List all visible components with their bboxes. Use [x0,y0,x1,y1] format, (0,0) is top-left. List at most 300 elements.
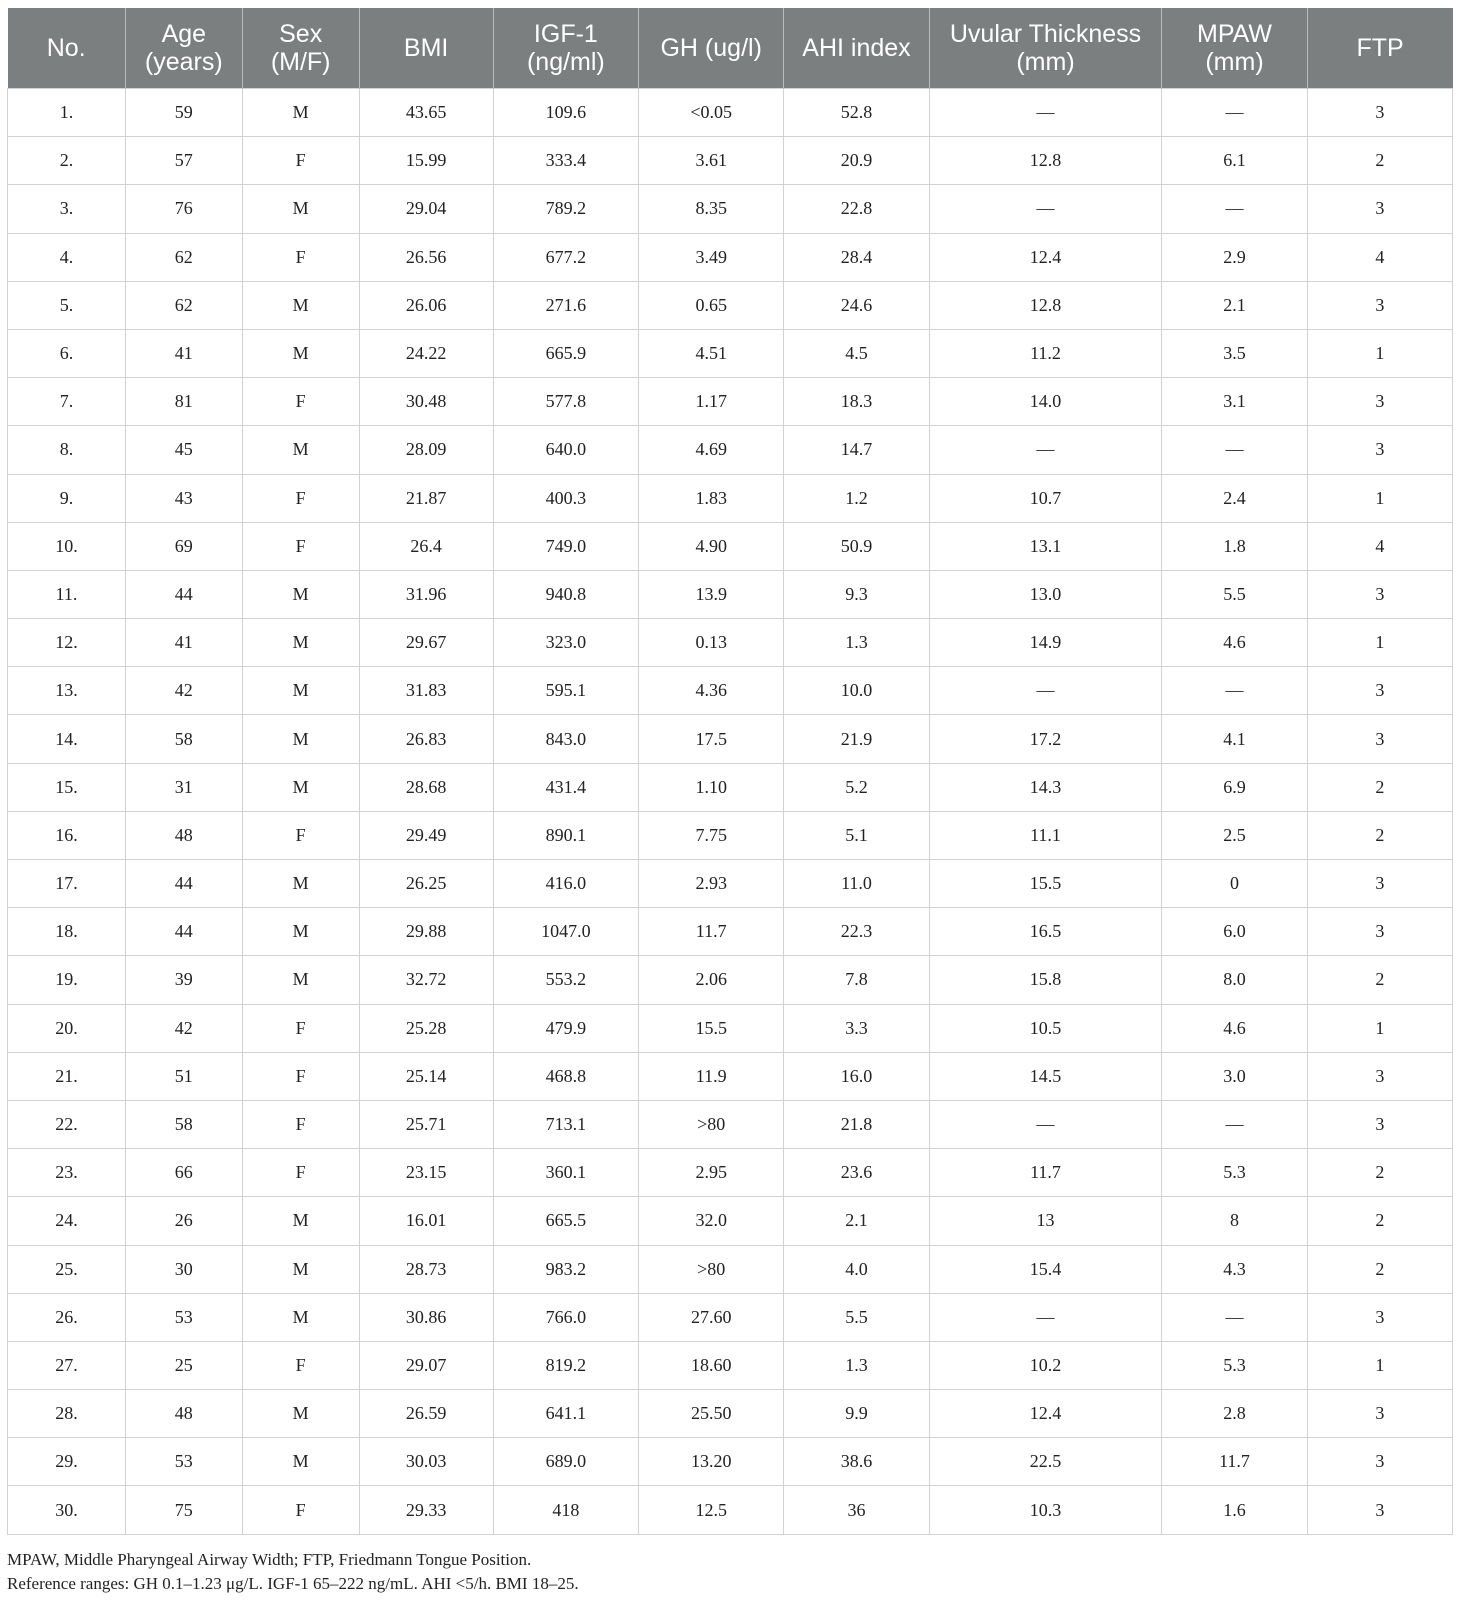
table-cell: 11.7 [929,1149,1162,1197]
table-cell: 14. [8,715,126,763]
table-cell: 25.14 [359,1052,493,1100]
table-cell: 4.1 [1162,715,1307,763]
column-header-text: Age [161,20,207,48]
table-cell: M [242,185,359,233]
table-cell: 27. [8,1341,126,1389]
table-cell: 11.1 [929,811,1162,859]
table-cell: 2.93 [639,860,784,908]
table-cell: 43.65 [359,89,493,137]
table-row [8,763,1453,811]
table-cell: 4.51 [639,329,784,377]
table-cell: 2.4 [1162,474,1307,522]
table-cell: — [1162,667,1307,715]
table-cell: M [242,860,359,908]
table-row [8,570,1453,618]
table-cell: 16.01 [359,1197,493,1245]
table-row [8,1486,1453,1534]
table-row [8,1438,1453,1486]
column-header-text: FTP [1356,34,1404,62]
header-row [8,8,1453,89]
table-cell: 3.5 [1162,329,1307,377]
table-cell: 400.3 [493,474,638,522]
table-cell: 17. [8,860,126,908]
table-cell: 15.8 [929,956,1162,1004]
table-cell: 59 [125,89,242,137]
table-cell: 75 [125,1486,242,1534]
table-cell: 11.9 [639,1052,784,1100]
table-row [8,1052,1453,1100]
table-cell: 24.6 [784,281,929,329]
table-cell: 20.9 [784,137,929,185]
table-cell: 4.69 [639,426,784,474]
column-header [929,8,1162,89]
table-cell: F [242,522,359,570]
table-cell: 2 [1307,763,1452,811]
table-cell: 7.75 [639,811,784,859]
table-cell: 4.6 [1162,619,1307,667]
table-cell: 26.06 [359,281,493,329]
table-cell: — [929,1100,1162,1148]
table-cell: 31 [125,763,242,811]
table-cell: 4 [1307,233,1452,281]
table-cell: 38.6 [784,1438,929,1486]
table-cell: 2.5 [1162,811,1307,859]
table-cell: 3 [1307,378,1452,426]
table-row [8,426,1453,474]
table-cell: 13.20 [639,1438,784,1486]
table-cell: 16. [8,811,126,859]
table-cell: 1.83 [639,474,784,522]
table-cell: 29. [8,1438,126,1486]
table-cell: 17.2 [929,715,1162,763]
table-cell: 25.50 [639,1390,784,1438]
table-cell: 323.0 [493,619,638,667]
table-cell: 28. [8,1390,126,1438]
table-cell: 12.4 [929,1390,1162,1438]
table-cell: 2.95 [639,1149,784,1197]
table-body [8,89,1453,1535]
column-header-text: (mm) [1016,48,1075,76]
table-cell: 12.5 [639,1486,784,1534]
table-cell: M [242,1245,359,1293]
table-cell: 10.2 [929,1341,1162,1389]
table-cell: F [242,137,359,185]
table-cell: 9.3 [784,570,929,618]
table-cell: 4 [1307,522,1452,570]
table-cell: 62 [125,281,242,329]
column-header [493,8,638,89]
table-cell: 53 [125,1438,242,1486]
table-cell: — [1162,1293,1307,1341]
table-cell: 2.1 [1162,281,1307,329]
table-cell: 30 [125,1245,242,1293]
table-cell: 2 [1307,1245,1452,1293]
table-cell: 58 [125,715,242,763]
table-cell: 12.4 [929,233,1162,281]
table-cell: 641.1 [493,1390,638,1438]
table-row [8,233,1453,281]
table-cell: 2.8 [1162,1390,1307,1438]
table-cell: 25. [8,1245,126,1293]
table-cell: 81 [125,378,242,426]
table-cell: 48 [125,1390,242,1438]
table-cell: 3 [1307,1486,1452,1534]
table-cell: 665.5 [493,1197,638,1245]
table-cell: 1 [1307,1341,1452,1389]
table-cell: 1 [1307,329,1452,377]
table-cell: F [242,1149,359,1197]
table-cell: 12.8 [929,137,1162,185]
table-cell: 640.0 [493,426,638,474]
table-cell: 3.1 [1162,378,1307,426]
table-row [8,89,1453,137]
table-cell: 22. [8,1100,126,1148]
table-cell: 28.73 [359,1245,493,1293]
table-cell: 333.4 [493,137,638,185]
table-cell: 13 [929,1197,1162,1245]
table-cell: 3 [1307,860,1452,908]
table-cell: 766.0 [493,1293,638,1341]
table-cell: 10. [8,522,126,570]
table-cell: 11.2 [929,329,1162,377]
table-row [8,1149,1453,1197]
table-cell: 30.86 [359,1293,493,1341]
table-cell: 10.3 [929,1486,1162,1534]
table-cell: M [242,715,359,763]
table-cell: 26.25 [359,860,493,908]
table-cell: 713.1 [493,1100,638,1148]
table-cell: 29.49 [359,811,493,859]
table-row [8,956,1453,1004]
table-row [8,185,1453,233]
table-cell: 983.2 [493,1245,638,1293]
table-cell: 30. [8,1486,126,1534]
table-cell: 0.13 [639,619,784,667]
table-cell: M [242,763,359,811]
table-cell: 5.1 [784,811,929,859]
table-cell: 418 [493,1486,638,1534]
table-cell: 50.9 [784,522,929,570]
table-cell: 44 [125,908,242,956]
table-cell: F [242,1004,359,1052]
table-cell: 29.67 [359,619,493,667]
table-row [8,1197,1453,1245]
table-cell: 2 [1307,137,1452,185]
table-cell: 3 [1307,667,1452,715]
table-cell: 25.71 [359,1100,493,1148]
table-cell: <0.05 [639,89,784,137]
table-cell: 29.07 [359,1341,493,1389]
table-cell: 53 [125,1293,242,1341]
table-cell: 1. [8,89,126,137]
table-row [8,860,1453,908]
table-cell: 1.3 [784,619,929,667]
table-cell: 360.1 [493,1149,638,1197]
column-header [8,8,126,89]
footnote-abbreviations: MPAW, Middle Pharyngeal Airway Width; FTP, Friedmann Tongue Position. [7,1550,532,1569]
table-cell: 15.5 [639,1004,784,1052]
table-cell: 62 [125,233,242,281]
table-cell: 26.83 [359,715,493,763]
column-header [125,8,242,89]
table-row [8,281,1453,329]
table-cell: 677.2 [493,233,638,281]
column-header [784,8,929,89]
table-cell: 31.83 [359,667,493,715]
table-cell: 14.9 [929,619,1162,667]
table-cell: 1 [1307,1004,1452,1052]
table-cell: 30.48 [359,378,493,426]
table-cell: 3 [1307,908,1452,956]
table-cell: 9.9 [784,1390,929,1438]
table-cell: 41 [125,619,242,667]
table-cell: 17.5 [639,715,784,763]
table-cell: 43 [125,474,242,522]
table-cell: 4.90 [639,522,784,570]
table-cell: — [1162,89,1307,137]
table-cell: 10.0 [784,667,929,715]
table-cell: 8. [8,426,126,474]
table-cell: 15.99 [359,137,493,185]
table-cell: 479.9 [493,1004,638,1052]
table-cell: 52.8 [784,89,929,137]
patient-data-table [7,8,1453,1535]
table-cell: 23. [8,1149,126,1197]
table-row [8,1293,1453,1341]
table-cell: F [242,1486,359,1534]
table-cell: 4.3 [1162,1245,1307,1293]
table-row [8,908,1453,956]
table-cell: 16.5 [929,908,1162,956]
table-cell: 1047.0 [493,908,638,956]
table-cell: 4.36 [639,667,784,715]
table-cell: 6.9 [1162,763,1307,811]
data-table-container [7,8,1453,1535]
table-cell: 789.2 [493,185,638,233]
table-cell: 25 [125,1341,242,1389]
table-cell: 26.56 [359,233,493,281]
table-cell: 3.61 [639,137,784,185]
table-cell: 44 [125,570,242,618]
table-cell: 15.5 [929,860,1162,908]
table-cell: — [1162,1100,1307,1148]
table-cell: 2. [8,137,126,185]
table-cell: 689.0 [493,1438,638,1486]
table-cell: — [929,426,1162,474]
table-cell: >80 [639,1100,784,1148]
table-cell: 15.4 [929,1245,1162,1293]
table-cell: 45 [125,426,242,474]
table-cell: 24. [8,1197,126,1245]
table-cell: 24.22 [359,329,493,377]
table-row [8,1341,1453,1389]
table-cell: 3. [8,185,126,233]
table-cell: — [929,667,1162,715]
table-cell: — [929,89,1162,137]
table-cell: 42 [125,1004,242,1052]
table-row [8,1390,1453,1438]
table-cell: 18.60 [639,1341,784,1389]
table-cell: 14.5 [929,1052,1162,1100]
table-cell: 14.0 [929,378,1162,426]
table-cell: 69 [125,522,242,570]
column-header-text: Sex [279,20,323,48]
table-cell: 3 [1307,715,1452,763]
table-cell: 51 [125,1052,242,1100]
table-cell: 22.3 [784,908,929,956]
table-cell: 3.0 [1162,1052,1307,1100]
table-cell: M [242,89,359,137]
table-cell: 57 [125,137,242,185]
table-cell: 26 [125,1197,242,1245]
table-cell: 2 [1307,1149,1452,1197]
table-cell: 39 [125,956,242,1004]
table-cell: 18. [8,908,126,956]
column-header [1162,8,1307,89]
table-cell: 890.1 [493,811,638,859]
table-cell: 11.0 [784,860,929,908]
table-cell: 12. [8,619,126,667]
table-cell: 16.0 [784,1052,929,1100]
column-header [242,8,359,89]
table-cell: 11. [8,570,126,618]
table-cell: 0.65 [639,281,784,329]
table-cell: 2 [1307,811,1452,859]
table-cell: 3 [1307,426,1452,474]
table-cell: 22.8 [784,185,929,233]
table-cell: 3 [1307,281,1452,329]
table-row [8,1245,1453,1293]
table-cell: 11.7 [1162,1438,1307,1486]
table-cell: 26. [8,1293,126,1341]
table-cell: 4. [8,233,126,281]
table-cell: 3 [1307,89,1452,137]
table-cell: 4.6 [1162,1004,1307,1052]
table-cell: 76 [125,185,242,233]
table-cell: 27.60 [639,1293,784,1341]
table-cell: 1 [1307,619,1452,667]
table-cell: 44 [125,860,242,908]
table-row [8,474,1453,522]
table-cell: 109.6 [493,89,638,137]
table-cell: 3.49 [639,233,784,281]
table-cell: 28.09 [359,426,493,474]
table-cell: M [242,1293,359,1341]
column-header-text: No. [46,34,86,62]
table-cell: 25.28 [359,1004,493,1052]
table-cell: 3 [1307,1052,1452,1100]
table-cell: 0 [1162,860,1307,908]
table-cell: F [242,1341,359,1389]
table-cell: 843.0 [493,715,638,763]
column-header [639,8,784,89]
table-cell: F [242,1052,359,1100]
table-cell: 5.5 [784,1293,929,1341]
table-cell: 21.87 [359,474,493,522]
table-cell: 5.3 [1162,1341,1307,1389]
table-cell: 41 [125,329,242,377]
table-cell: 13.1 [929,522,1162,570]
table-cell: 18.3 [784,378,929,426]
table-cell: 21.9 [784,715,929,763]
table-cell: 29.33 [359,1486,493,1534]
table-cell: 1.3 [784,1341,929,1389]
table-cell: — [929,185,1162,233]
table-cell: 26.4 [359,522,493,570]
table-cell: 2.06 [639,956,784,1004]
column-header [359,8,493,89]
table-cell: F [242,474,359,522]
table-cell: — [1162,426,1307,474]
table-cell: 10.5 [929,1004,1162,1052]
column-header-text: (M/F) [270,48,331,76]
table-cell: 15. [8,763,126,811]
column-header [1307,8,1452,89]
column-header-text: (years) [144,48,223,76]
table-cell: 3 [1307,1438,1452,1486]
table-cell: 8 [1162,1197,1307,1245]
table-row [8,619,1453,667]
table-cell: 4.0 [784,1245,929,1293]
column-header-text: BMI [403,34,449,62]
table-cell: 22.5 [929,1438,1162,1486]
table-cell: M [242,1197,359,1245]
table-cell: 20. [8,1004,126,1052]
column-header-text: IGF-1 [533,20,598,48]
table-cell: F [242,1100,359,1148]
table-cell: 5.3 [1162,1149,1307,1197]
table-cell: 6. [8,329,126,377]
table-cell: M [242,426,359,474]
table-cell: 940.8 [493,570,638,618]
table-cell: 577.8 [493,378,638,426]
table-cell: 1.6 [1162,1486,1307,1534]
table-cell: 28.4 [784,233,929,281]
table-cell: 23.6 [784,1149,929,1197]
table-row [8,137,1453,185]
table-cell: 5.2 [784,763,929,811]
table-cell: 19. [8,956,126,1004]
table-cell: 58 [125,1100,242,1148]
table-cell: 11.7 [639,908,784,956]
table-footnotes [7,1548,579,1596]
table-row [8,715,1453,763]
table-cell: M [242,570,359,618]
table-row [8,667,1453,715]
table-row [8,811,1453,859]
table-cell: 28.68 [359,763,493,811]
table-cell: F [242,378,359,426]
table-cell: 14.7 [784,426,929,474]
table-cell: M [242,619,359,667]
table-cell: 1.2 [784,474,929,522]
table-cell: M [242,1438,359,1486]
table-cell: 4.5 [784,329,929,377]
table-cell: 13.0 [929,570,1162,618]
table-cell: M [242,1390,359,1438]
table-cell: 32.0 [639,1197,784,1245]
table-cell: 665.9 [493,329,638,377]
table-cell: 3 [1307,1390,1452,1438]
column-header-text: AHI index [802,34,911,62]
table-cell: 6.1 [1162,137,1307,185]
table-cell: M [242,329,359,377]
table-cell: >80 [639,1245,784,1293]
table-cell: 468.8 [493,1052,638,1100]
column-header-text: (mm) [1205,48,1264,76]
table-row [8,1100,1453,1148]
table-row [8,378,1453,426]
